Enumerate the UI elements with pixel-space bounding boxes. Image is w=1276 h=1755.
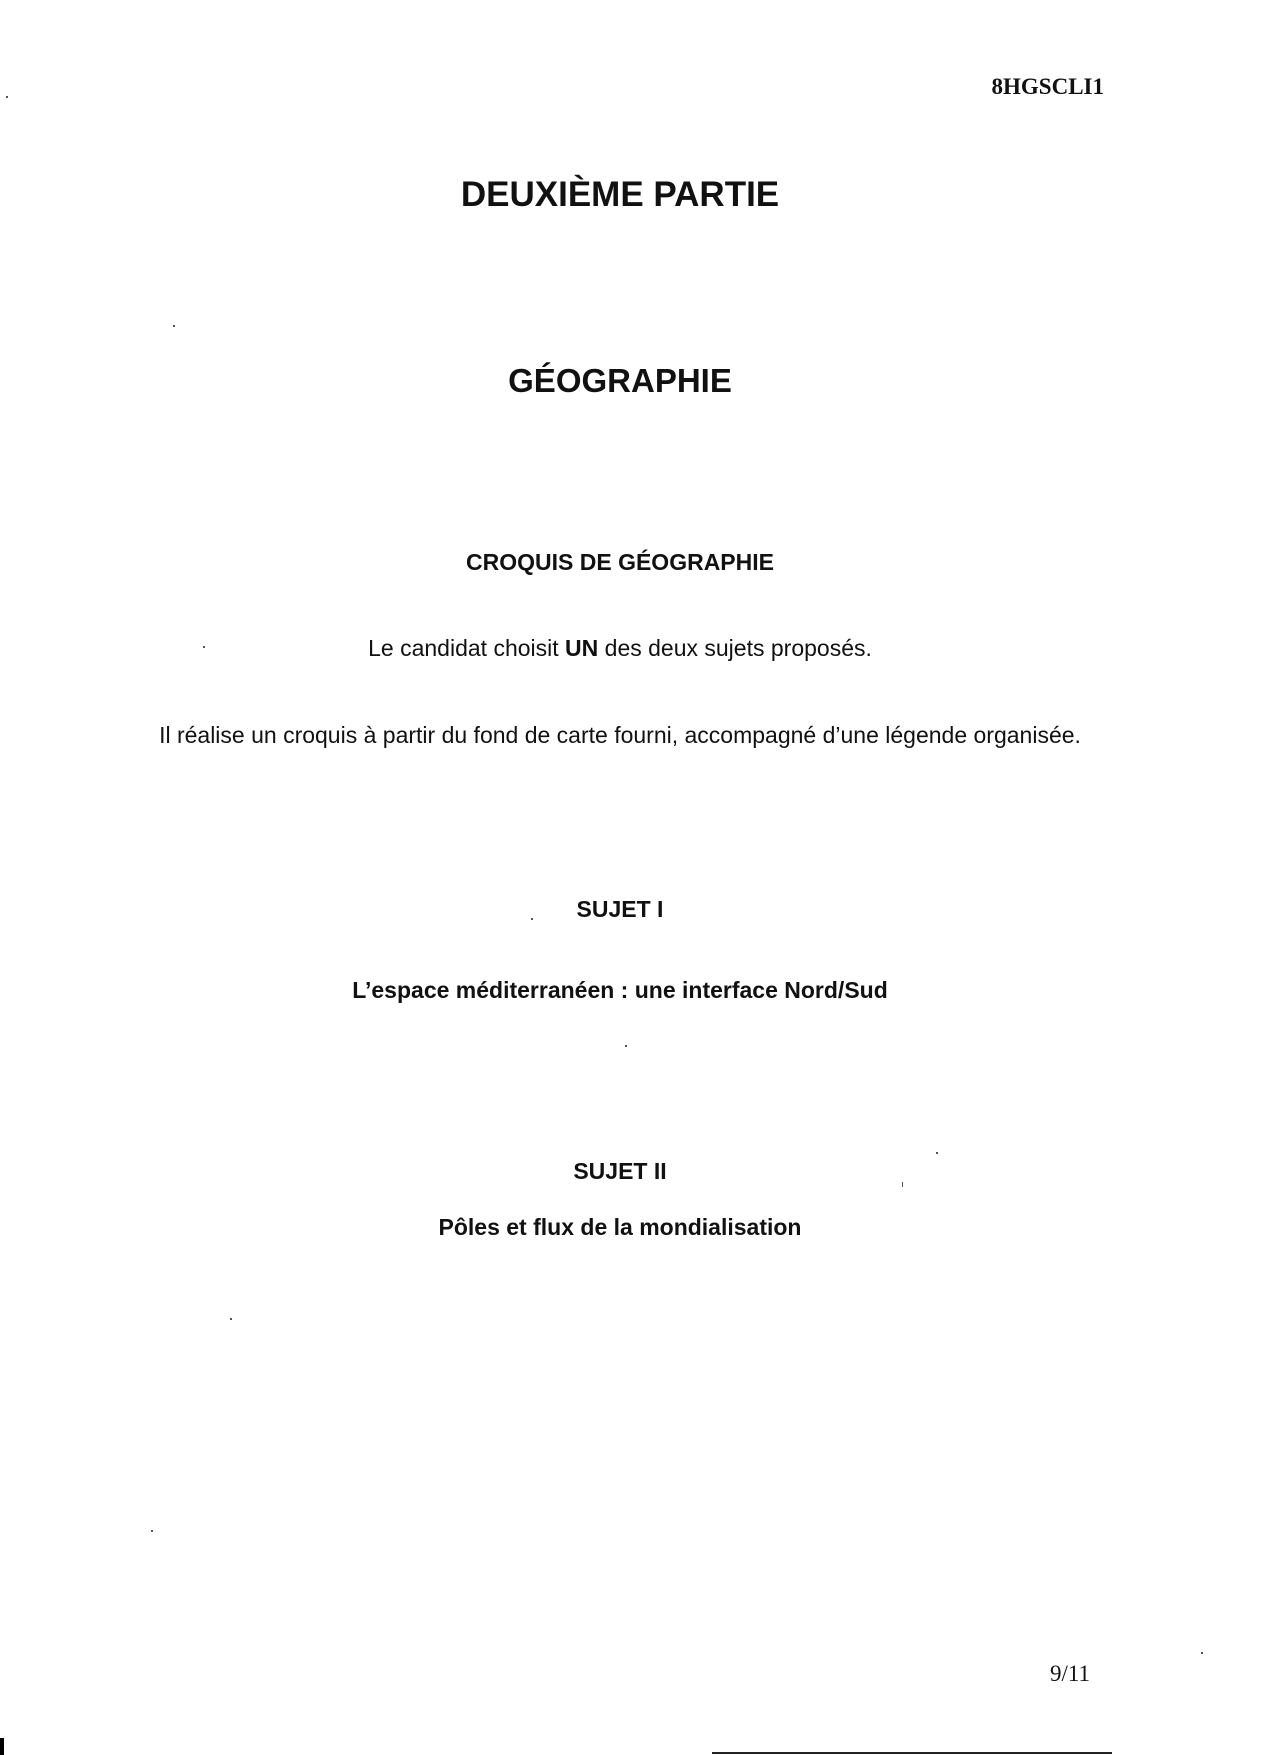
scan-speck	[902, 1182, 903, 1187]
part-title: DEUXIÈME PARTIE	[460, 175, 780, 214]
instruction-line-1	[0, 635, 1240, 662]
scan-bottom-rule	[712, 1752, 1112, 1754]
page-number: 9/11	[1050, 1661, 1091, 1686]
scan-speck	[6, 96, 8, 98]
section-title: CROQUIS DE GÉOGRAPHIE	[466, 549, 774, 575]
instruction-line-1-start: Le candidat choisit	[368, 635, 566, 661]
instruction-emphasis: UN	[565, 635, 599, 661]
subject-2-label: SUJET II	[573, 1158, 667, 1184]
instruction-line-1-end: des deux sujets proposés.	[598, 635, 872, 661]
subject-area-title: GÉOGRAPHIE	[508, 362, 732, 399]
scan-speck	[230, 1318, 232, 1320]
scan-speck	[531, 918, 533, 920]
scan-edge-mark	[0, 1738, 4, 1755]
scan-speck	[203, 646, 205, 648]
scan-speck	[625, 1045, 627, 1047]
subject-2-title: Pôles et flux de la mondialisation	[438, 1214, 802, 1240]
scan-speck	[936, 1152, 938, 1154]
scan-speck	[151, 1530, 153, 1532]
subject-1-label: SUJET I	[576, 896, 664, 922]
subject-1-title: L’espace méditerranéen : une interface Nord/Sud	[352, 977, 888, 1003]
instruction-line-2: Il réalise un croquis à partir du fond de carte fourni, accompagné d’une légende organisée.	[159, 722, 1081, 748]
scan-speck	[173, 325, 175, 327]
scan-speck	[1201, 1652, 1203, 1654]
document-code: 8HGSCLI1	[991, 74, 1104, 99]
